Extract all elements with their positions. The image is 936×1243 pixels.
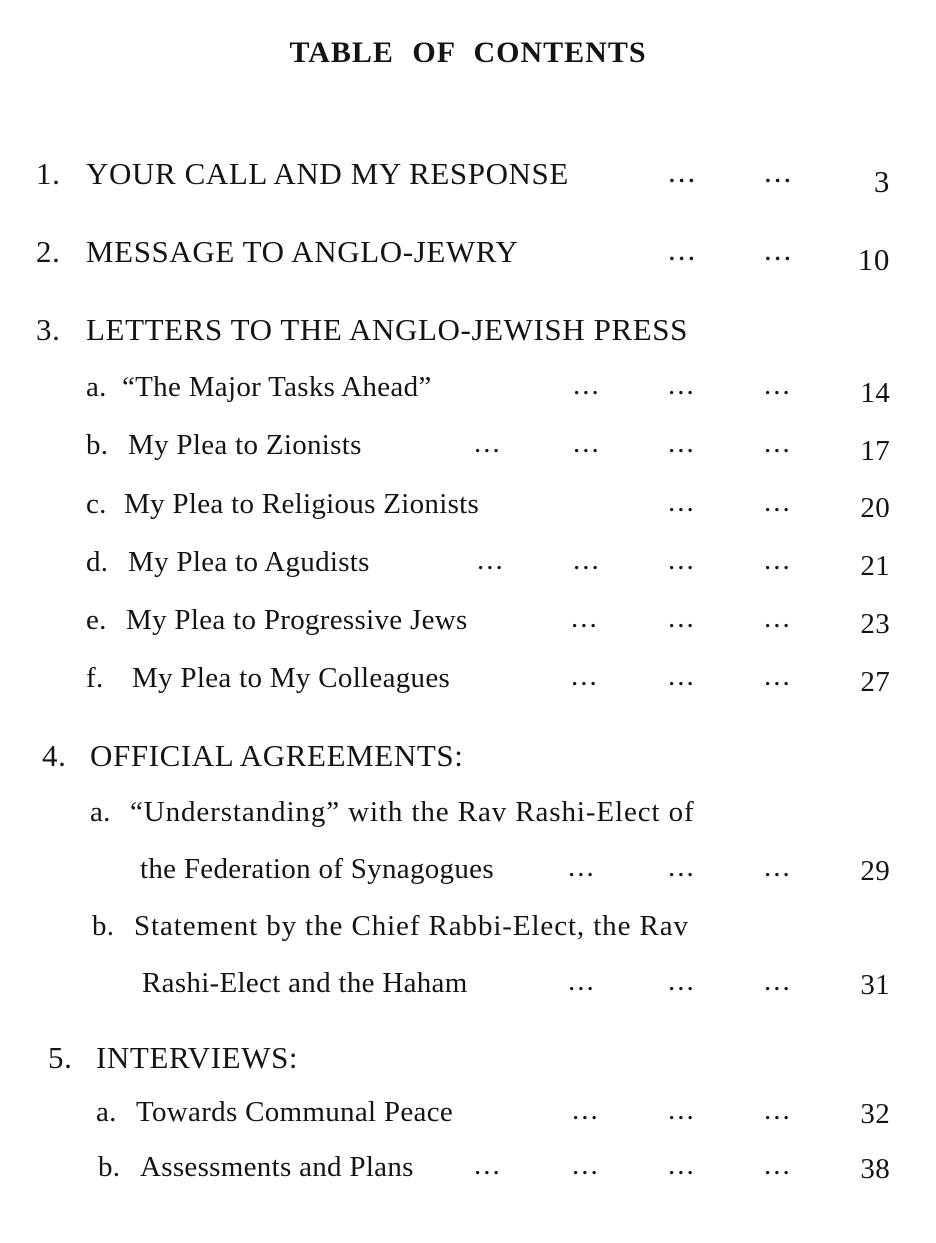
entry-title: “Understanding” with the Rav Rashi-Elect of: [130, 796, 695, 828]
entry-number: 3.: [36, 312, 61, 347]
entry-letter: b.: [98, 1151, 121, 1183]
entry-letter: b.: [86, 429, 109, 461]
entry-page-number: 14: [860, 377, 890, 409]
leader-dots: ...: [764, 427, 792, 459]
entry-title: Assessments and Plans: [140, 1151, 414, 1183]
entry-title: LETTERS TO THE ANGLO-JEWISH PRESS: [86, 312, 688, 347]
toc-entry-3e[interactable]: [0, 604, 936, 644]
toc-entry-3f[interactable]: [0, 662, 936, 702]
toc-entry-5[interactable]: [0, 1040, 936, 1080]
leader-dots: ...: [568, 851, 596, 883]
entry-page-number: 20: [860, 492, 890, 524]
leader-dots: ...: [764, 544, 792, 576]
leader-dots: ...: [668, 486, 696, 518]
leader-dots: ...: [474, 427, 502, 459]
toc-entry-4a-continued[interactable]: [0, 853, 936, 893]
leader-dots: ...: [764, 851, 792, 883]
entry-letter: f.: [86, 662, 104, 694]
toc-entry-4[interactable]: [0, 738, 936, 778]
entry-number: 4.: [42, 738, 67, 773]
entry-page-number: 32: [860, 1098, 890, 1130]
leader-dots: ...: [764, 486, 792, 518]
entry-title: My Plea to Religious Zionists: [124, 488, 480, 520]
leader-dots: ...: [668, 427, 696, 459]
entry-title: My Plea to Agudists: [128, 546, 370, 578]
leader-dots: ...: [764, 1149, 792, 1181]
entry-page-number: 27: [860, 666, 890, 698]
leader-dots: ...: [764, 232, 794, 267]
leader-dots: ...: [764, 660, 792, 692]
entry-letter: c.: [86, 488, 107, 520]
leader-dots: ...: [668, 544, 696, 576]
leader-dots: ...: [573, 369, 601, 401]
leader-dots: ...: [668, 369, 696, 401]
entry-title: MESSAGE TO ANGLO-JEWRY: [86, 234, 519, 269]
leader-dots: ...: [668, 1094, 696, 1126]
entry-number: 1.: [36, 156, 61, 191]
entry-letter: a.: [96, 1096, 117, 1128]
entry-letter: a.: [90, 796, 111, 828]
toc-entry-5a[interactable]: [0, 1096, 936, 1136]
entry-title: “The Major Tasks Ahead”: [122, 371, 432, 403]
entry-number: 5.: [48, 1040, 73, 1075]
leader-dots: ...: [764, 1094, 792, 1126]
entry-title: My Plea to Progressive Jews: [126, 604, 468, 636]
entry-title: Towards Communal Peace: [136, 1096, 454, 1128]
page-title: TABLE OF CONTENTS: [289, 36, 647, 69]
entry-page-number: 29: [860, 855, 890, 887]
entry-letter: a.: [86, 371, 107, 403]
leader-dots: ...: [668, 660, 696, 692]
leader-dots: ...: [764, 965, 792, 997]
leader-dots: ...: [568, 965, 596, 997]
toc-entry-3a[interactable]: [0, 371, 936, 411]
entry-title: My Plea to Zionists: [128, 429, 362, 461]
toc-entry-4b-continued[interactable]: [0, 967, 936, 1007]
toc-entry-3[interactable]: [0, 312, 936, 352]
toc-entry-2[interactable]: [0, 232, 936, 277]
entry-page-number: 23: [860, 608, 890, 640]
toc-entry-3d[interactable]: [0, 546, 936, 586]
toc-entry-3c[interactable]: [0, 488, 936, 528]
toc-entry-3b[interactable]: [0, 429, 936, 469]
entry-title: YOUR CALL AND MY RESPONSE: [86, 156, 569, 191]
toc-entry-5b[interactable]: [0, 1151, 936, 1191]
leader-dots: ...: [668, 154, 698, 189]
leader-dots: ...: [571, 660, 599, 692]
entry-page-number: 31: [860, 969, 890, 1001]
leader-dots: ...: [668, 232, 698, 267]
entry-letter: e.: [86, 604, 107, 636]
leader-dots: ...: [573, 544, 601, 576]
leader-dots: ...: [474, 1149, 502, 1181]
leader-dots: ...: [573, 427, 601, 459]
entry-title: OFFICIAL AGREEMENTS:: [90, 738, 464, 773]
toc-entry-1[interactable]: [0, 154, 936, 199]
leader-dots: ...: [572, 1149, 600, 1181]
leader-dots: ...: [477, 544, 505, 576]
entry-title-continuation: the Federation of Synagogues: [140, 853, 494, 885]
leader-dots: ...: [764, 602, 792, 634]
entry-page-number: 17: [860, 435, 890, 467]
entry-letter: b.: [92, 910, 115, 942]
toc-entry-4b[interactable]: [0, 910, 936, 950]
leader-dots: ...: [764, 154, 794, 189]
toc-entry-4a[interactable]: [0, 796, 936, 836]
entry-title-continuation: Rashi-Elect and the Haham: [142, 967, 468, 999]
entry-letter: d.: [86, 546, 109, 578]
entry-number: 2.: [36, 234, 61, 269]
entry-title: Statement by the Chief Rabbi-Elect, the Rav: [134, 910, 689, 942]
entry-page-number: 21: [860, 550, 890, 582]
entry-title: INTERVIEWS:: [96, 1040, 299, 1075]
leader-dots: ...: [764, 369, 792, 401]
leader-dots: ...: [571, 602, 599, 634]
entry-page-number: 38: [860, 1153, 890, 1185]
leader-dots: ...: [668, 602, 696, 634]
leader-dots: ...: [572, 1094, 600, 1126]
entry-page-number: 3: [873, 164, 890, 199]
entry-title: My Plea to My Colleagues: [132, 662, 451, 694]
leader-dots: ...: [668, 965, 696, 997]
entry-page-number: 10: [857, 242, 890, 277]
leader-dots: ...: [668, 851, 696, 883]
leader-dots: ...: [668, 1149, 696, 1181]
